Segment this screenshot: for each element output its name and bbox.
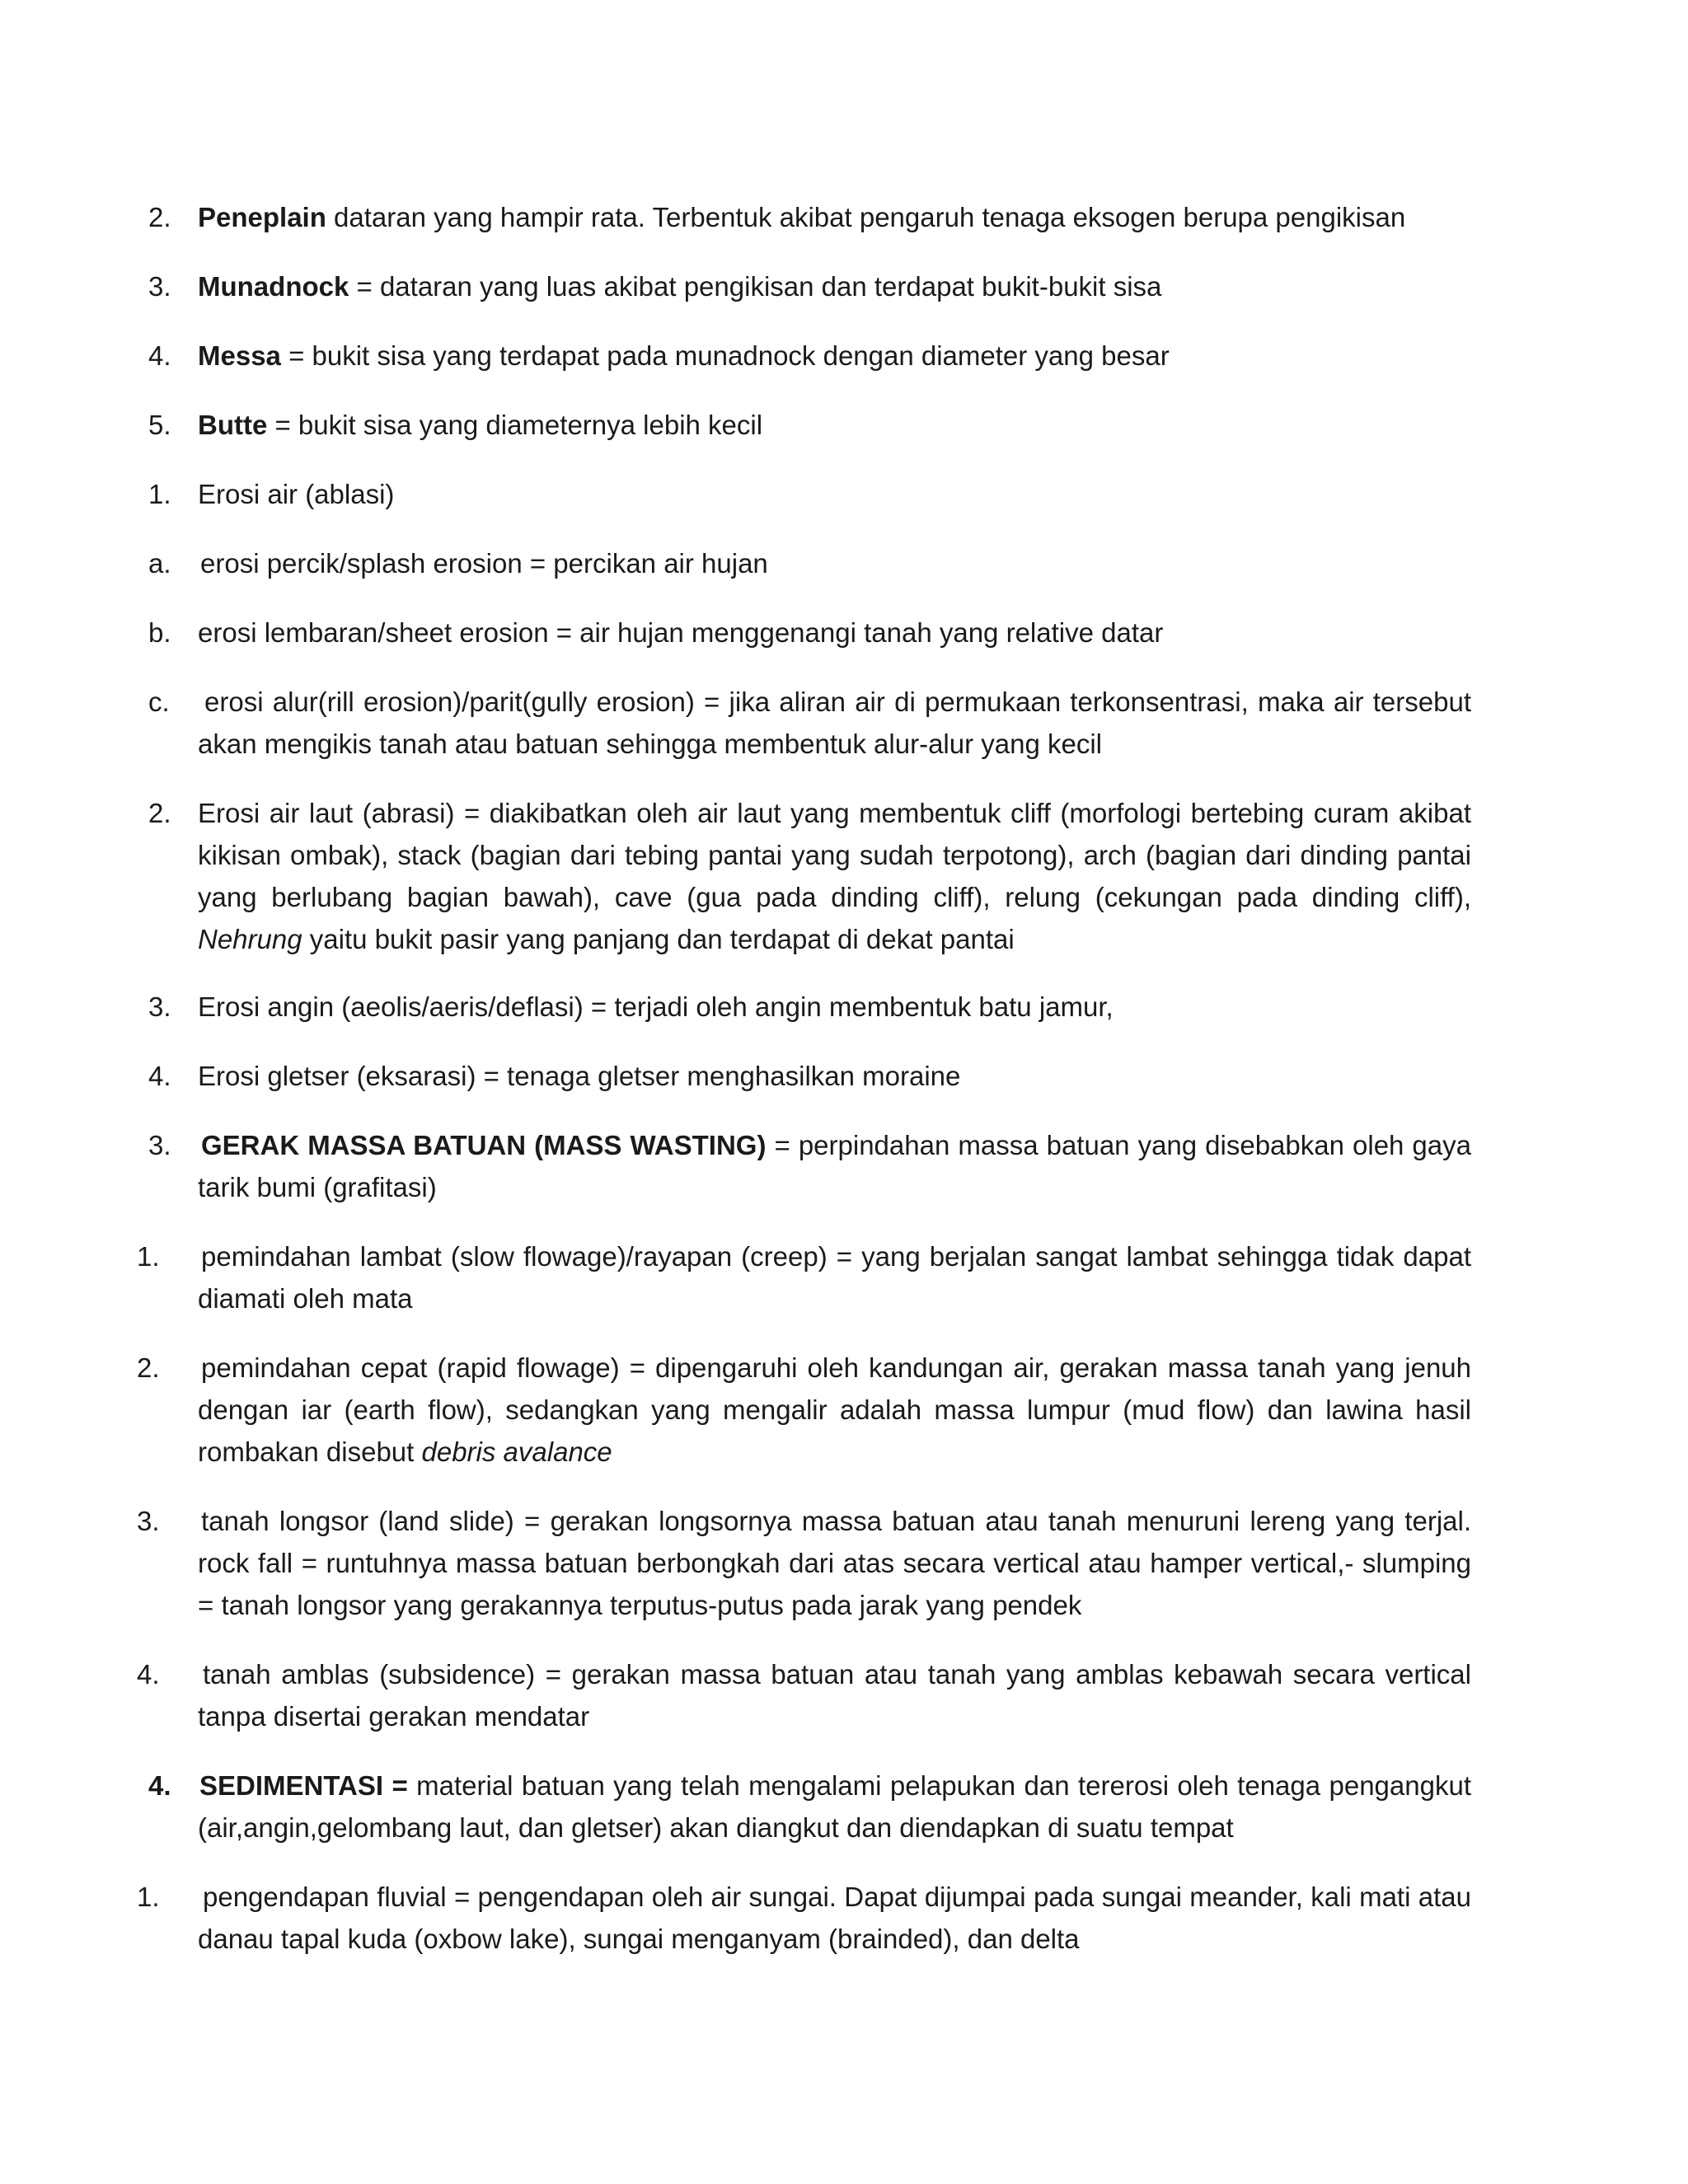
text-part: yaitu bukit pasir yang panjang dan terdapat di dekat pantai bbox=[302, 924, 1015, 954]
list-item-text bbox=[198, 1765, 1471, 1849]
list-marker: c. bbox=[148, 687, 170, 717]
definition: material batuan yang telah mengalami pelapukan dan tererosi oleh tenaga pengangkut (air,angin,gelombang laut, dan gletser) akan diangkut dan diendapkan di suatu tempat bbox=[198, 1770, 1471, 1843]
list-item-text: Erosi gletser (eksarasi) = tenaga gletser menghasilkan moraine bbox=[198, 1061, 961, 1091]
list-item-text bbox=[198, 265, 1471, 307]
list-item-text: Erosi angin (aeolis/aeris/deflasi) = terjadi oleh angin membentuk batu jamur, bbox=[198, 991, 1114, 1022]
list-marker: 3. bbox=[148, 1130, 171, 1160]
list-item-text: erosi alur(rill erosion)/parit(gully erosion) = jika aliran air di permukaan terkonsentrasi, maka air tersebut akan mengikis tanah atau batuan sehingga membentuk alur-alur yang kecil bbox=[198, 687, 1471, 759]
list-marker: 5. bbox=[148, 410, 171, 440]
list-item-text bbox=[198, 1124, 1471, 1208]
italic-term: debris avalance bbox=[421, 1436, 612, 1467]
list-item-text: pemindahan lambat (slow flowage)/rayapan (creep) = yang berjalan sangat lambat sehingga tidak dapat diamati oleh mata bbox=[198, 1241, 1471, 1314]
term: Messa bbox=[198, 340, 281, 371]
list-marker: 1. bbox=[137, 1882, 160, 1912]
list-marker: 1. bbox=[137, 1241, 160, 1272]
list-item-text: pengendapan fluvial = pengendapan oleh air sungai. Dapat dijumpai pada sungai meander, kali mati atau danau tapal kuda (oxbow lake), sungai menganyam (brainded), dan delta bbox=[198, 1882, 1471, 1954]
definition: = dataran yang luas akibat pengikisan dan terdapat bukit-bukit sisa bbox=[349, 271, 1162, 302]
text-part: pemindahan cepat (rapid flowage) = dipengaruhi oleh kandungan air, gerakan massa tanah yang jenuh dengan iar (earth flow), sedangkan yang mengalir adalah massa lumpur (mud flow) dan lawina hasil rombakan disebut bbox=[198, 1352, 1471, 1467]
list-item-text bbox=[198, 1347, 1471, 1473]
list-marker: a. bbox=[148, 548, 171, 579]
list-item-text bbox=[198, 335, 1471, 377]
list-marker: 3. bbox=[137, 1506, 160, 1536]
list-item-text: tanah longsor (land slide) = gerakan longsornya massa batuan atau tanah menuruni lereng yang terjal. rock fall = runtuhnya massa batuan berbongkah dari atas secara vertical atau hamper vertical,- slumping = tanah longsor yang gerakannya terputus-putus pada jarak yang pendek bbox=[198, 1506, 1471, 1620]
definition: = perpindahan massa batuan yang disebabkan oleh gaya tarik bumi (grafitasi) bbox=[198, 1130, 1471, 1202]
definition: = bukit sisa yang terdapat pada munadnock dengan diameter yang besar bbox=[280, 340, 1170, 371]
list-marker: 2. bbox=[137, 1352, 160, 1383]
list-item-text: tanah amblas (subsidence) = gerakan massa batuan atau tanah yang amblas kebawah secara vertical tanpa disertai gerakan mendatar bbox=[198, 1659, 1471, 1732]
list-item-text bbox=[198, 404, 1471, 446]
term: Butte bbox=[198, 410, 268, 440]
list-marker: 3. bbox=[148, 991, 171, 1022]
term: SEDIMENTASI = bbox=[199, 1770, 408, 1801]
list-item-text: Erosi air (ablasi) bbox=[198, 479, 395, 509]
list-item-text bbox=[198, 196, 1471, 238]
list-marker: 3. bbox=[148, 271, 171, 302]
definition: dataran yang hampir rata. Terbentuk akibat pengaruh tenaga eksogen berupa pengikisan bbox=[326, 202, 1406, 232]
list-marker: 4. bbox=[137, 1659, 160, 1690]
list-marker: b. bbox=[148, 617, 171, 648]
definition: = bukit sisa yang diameternya lebih kecil bbox=[267, 410, 763, 440]
list-item-text: erosi percik/splash erosion = percikan air hujan bbox=[200, 548, 768, 579]
list-marker: 4. bbox=[148, 1770, 171, 1801]
list-marker: 4. bbox=[148, 340, 171, 371]
text-part: Erosi air laut (abrasi) = diakibatkan oleh air laut yang membentuk cliff (morfologi bertebing curam akibat kikisan ombak), stack (bagian dari tebing pantai yang sudah terpotong), arch (bagian dari dinding pantai yang berlubang bagian bawah), cave (gua pada dinding cliff), relung (cekungan pada dinding cliff), bbox=[198, 798, 1471, 912]
list-marker: 1. bbox=[148, 479, 171, 509]
list-marker: 2. bbox=[148, 202, 171, 232]
list-marker: 4. bbox=[148, 1061, 171, 1091]
term: Munadnock bbox=[198, 271, 349, 302]
list-marker: 2. bbox=[148, 798, 171, 828]
list-item-text bbox=[198, 792, 1471, 960]
italic-term: Nehrung bbox=[198, 924, 302, 954]
list-item-text: erosi lembaran/sheet erosion = air hujan menggenangi tanah yang relative datar bbox=[198, 617, 1164, 648]
term: Peneplain bbox=[198, 202, 326, 232]
term: GERAK MASSA BATUAN (MASS WASTING) bbox=[201, 1130, 767, 1160]
